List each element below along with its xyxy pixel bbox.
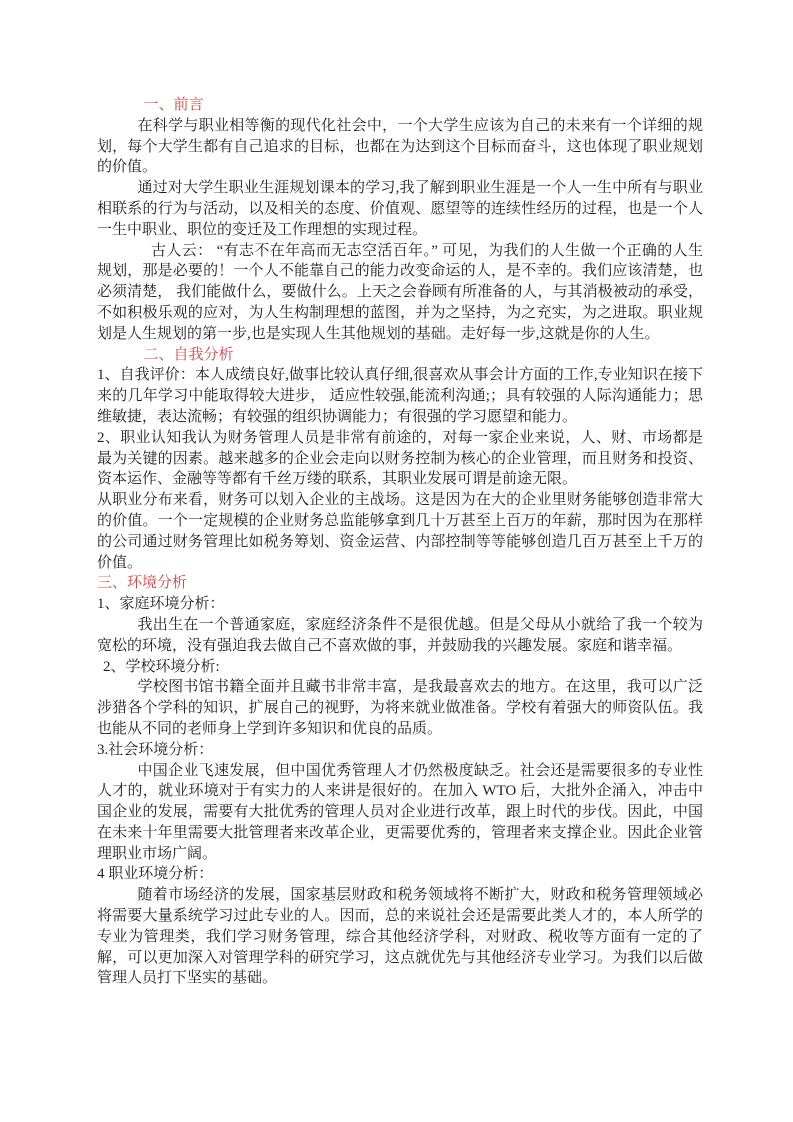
- paragraph: 通过对大学生职业生涯规划课本的学习,我了解到职业生涯是一个人一生中所有与职业相联系的行为与活动，以及相关的态度、价值观、愿望等的连续性经历的过程，也是一个人一生中职业、职位的变迁及工作理想的实现过程。: [97, 180, 703, 238]
- paragraph: 2、职业认知我认为财务管理人员是非常有前途的，对每一家企业来说，人、财、市场都是最为关键的因素。越来越多的企业会走向以财务控制为核心的企业管理，而且财务和投资、资本运作、金融等等都有千丝万缕的联系，其职业发展可谓是前途无限。: [97, 429, 703, 488]
- paragraph: 4 职业环境分析：: [97, 866, 214, 883]
- paragraph: 从职业分布来看，财务可以划入企业的主战场。这是因为在大的企业里财务能够创造非常大的价值。一个一定规模的企业财务总监能够拿到几十万甚至上百万的年薪，那时因为在那样的公司通过财务管理比如税务筹划、资金运营、内部控制等等能够创造几百万甚至上千万的价值。: [97, 492, 703, 571]
- section-heading: 二、自我分析: [143, 346, 234, 363]
- paragraph: 在科学与职业相等衡的现代化社会中，一个大学生应该为自己的未来有一个详细的规划，每个大学生都有自己追求的目标，也都在为达到这个目标而奋斗，这也体现了职业规划的价值。: [97, 117, 703, 176]
- section-heading: 一、前言: [143, 97, 204, 113]
- paragraph: 随着市场经济的发展，国家基层财政和税务领域将不断扩大，财政和税务管理领域必将需要大量系统学习过此专业的人。因而，总的来说社会还是需要此类人才的，本人所学的专业为管理类，我们学习财务管理，综合其他经济学科，对财政、税收等方面有一定的了解，可以更加深入对管理学科的研究学习，这点就优先与其他经济专业学习。为我们以后做管理人员打下坚实的基础。: [97, 887, 703, 987]
- paragraph: 2、学校环境分析:: [103, 658, 220, 675]
- paragraph: 学校图书馆书籍全面并且藏书非常丰富，是我最喜欢去的地方。在这里，我可以广泛涉猎各个学科的知识，扩展自己的视野，为将来就业做准备。学校有着强大的师资队伍。我也能从不同的老师身上学到许多知识和优良的品质。: [97, 679, 703, 737]
- paragraph: 古人云： “有志不在年高而无志空活百年。” 可见，为我们的人生做一个正确的人生规划，那是必要的！一个人不能靠自己的能力改变命运的人，是不幸的。我们应该清楚，也必须清楚， 我们能做什么，要做什么。上天之会眷顾有所准备的人，与其消极被动的承受，不如积极乐观的应对，为人生构制理想的蓝图，并为之坚持，为之充实，为之进取。职业规划是人生规划的第一步,也是实现人生其他规划的基础。走好每一步,这就是你的人生。: [97, 242, 703, 342]
- paragraph: 1、自我评价：本人成绩良好,做事比较认真仔细,很喜欢从事会计方面的工作,专业知识在接下来的几年学习中能取得较大进步， 适应性较强,能流利沟通;；具有较强的人际沟通能力；思维敏捷，表达流畅；有较强的组织协调能力；有很强的学习愿望和能力。: [97, 367, 703, 425]
- paragraph: 3.社会环境分析：: [97, 741, 214, 758]
- paragraph: 中国企业飞速发展，但中国优秀管理人才仍然极度缺乏。社会还是需要很多的专业性人才的，就业环境对于有实力的人来讲是很好的。在加入 WTO 后，大批外企涌入，冲击中国企业的发展，需要有大批优秀的管理人员对企业进行改革，跟上时代的步伐。因此，中国在未来十年里需要大批管理者来改革企业，更需要优秀的，管理者来支撑企业。因此企业管理职业市场广阔。: [97, 762, 703, 862]
- section-heading: 三、环境分析: [97, 575, 188, 592]
- document-body: [97, 95, 703, 989]
- paragraph: 1、家庭环境分析：: [97, 596, 225, 613]
- paragraph: 我出生在一个普通家庭，家庭经济条件不是很优越。但是父母从小就给了我一个较为宽松的环境，没有强迫我去做自己不喜欢做的事，并鼓励我的兴趣发展。家庭和谐幸福。: [97, 616, 703, 654]
